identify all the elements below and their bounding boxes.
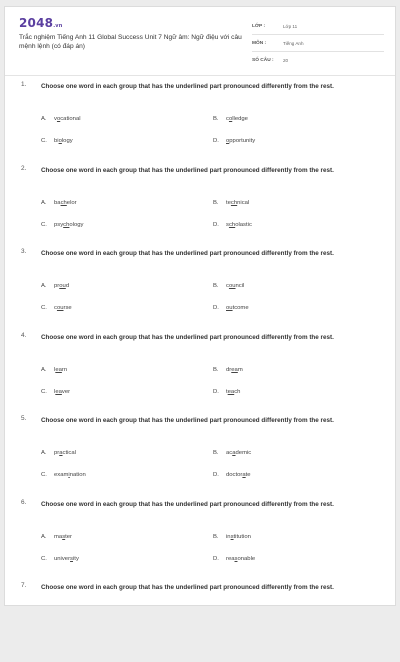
word-suffix: ity [73, 555, 79, 562]
underlined-part: ou [59, 283, 66, 289]
option-letter: A. [41, 199, 47, 206]
question-item [21, 582, 381, 662]
underlined-part: o [226, 138, 230, 144]
word-prefix: univer [54, 555, 71, 562]
word-suffix: elor [66, 199, 77, 206]
option-word [226, 283, 244, 289]
meta-table [252, 18, 384, 69]
option-word [226, 222, 252, 228]
option-letter: D. [213, 138, 219, 144]
answer-option[interactable] [213, 305, 249, 311]
question-number: 4. [21, 331, 27, 339]
word-suffix: rn [61, 366, 68, 373]
underlined-part: ch [228, 221, 236, 228]
option-letter: A. [41, 450, 47, 456]
option-letter: A. [41, 366, 47, 373]
underlined-part: s [230, 533, 234, 540]
question-number: 3. [21, 248, 27, 255]
option-word [54, 116, 81, 122]
option-letter: C. [41, 305, 47, 311]
option-word [54, 450, 76, 456]
answer-option[interactable] [41, 472, 86, 478]
underlined-part: ou [56, 305, 64, 311]
option-letter: B. [213, 366, 219, 373]
worksheet-page [4, 6, 396, 606]
option-word [54, 389, 70, 395]
answer-option[interactable] [213, 222, 252, 228]
option-letter: A. [41, 533, 47, 540]
answer-option[interactable] [213, 389, 240, 395]
question-text: Choose one word in each group that has the underlined part pronounced differently from the rest. [41, 500, 334, 508]
option-letter: C. [41, 221, 47, 228]
word-suffix: logy [61, 138, 73, 144]
word-prefix: doctor [226, 472, 243, 478]
underlined-part: ch [230, 199, 238, 206]
site-logo[interactable] [19, 16, 63, 30]
word-suffix: ch [234, 388, 241, 395]
word-suffix: m [237, 366, 243, 373]
answer-option[interactable] [213, 138, 255, 144]
answer-option[interactable] [213, 556, 255, 562]
option-word [54, 283, 69, 289]
question-text: Choose one word in each group that has the underlined part pronounced differently from the rest. [41, 417, 334, 424]
underlined-part: ch [63, 221, 70, 228]
question-number: 1. [21, 81, 27, 88]
option-word [226, 305, 249, 311]
word-suffix: onable [237, 555, 256, 562]
underlined-part: a [232, 450, 236, 456]
option-word [54, 222, 84, 228]
word-prefix: te [226, 199, 231, 206]
underlined-part: s [234, 555, 238, 562]
worksheet-header [5, 7, 395, 69]
meta-value: Lớp 11 [283, 23, 298, 29]
option-word [226, 367, 243, 373]
option-letter: A. [41, 116, 47, 122]
word-suffix: titution [233, 533, 251, 540]
option-word [54, 138, 73, 144]
word-prefix: pr [54, 450, 60, 456]
question-item [21, 248, 381, 328]
word-suffix: nical [237, 199, 250, 206]
word-prefix: t [226, 388, 228, 395]
word-prefix: v [54, 116, 57, 122]
answer-option[interactable] [41, 450, 76, 456]
word-suffix: ctical [62, 450, 76, 456]
question-text: Choose one word in each group that has the underlined part pronounced differently from the rest. [41, 250, 334, 257]
option-letter: D. [213, 472, 219, 478]
question-item [21, 415, 381, 495]
word-suffix: olastic [235, 221, 252, 228]
option-word [226, 389, 240, 395]
question-item [21, 332, 381, 412]
underlined-part: ou [226, 305, 233, 311]
word-prefix: c [226, 116, 229, 122]
underlined-part: ch [60, 199, 67, 206]
meta-row-subject [252, 35, 384, 52]
question-number: 7. [21, 582, 27, 589]
meta-label: SỐ CÂU : [252, 58, 274, 63]
word-prefix: bi [54, 138, 59, 144]
word-prefix: dr [226, 366, 232, 373]
option-letter: C. [41, 472, 47, 478]
header-divider [5, 75, 395, 76]
answer-option[interactable] [213, 200, 249, 206]
option-letter: C. [41, 555, 47, 562]
option-letter: C. [41, 138, 47, 144]
option-word [54, 305, 72, 311]
word-suffix: lledge [232, 116, 248, 122]
option-word [226, 472, 251, 478]
word-suffix: ver [61, 388, 71, 395]
word-prefix: c [226, 283, 229, 289]
option-letter: D. [213, 305, 219, 311]
option-word [54, 200, 77, 206]
word-suffix: demic [235, 450, 252, 456]
meta-value: Tiếng Anh [283, 40, 304, 46]
underlined-part: s [62, 533, 66, 540]
word-prefix: psy [54, 221, 64, 228]
underlined-part: s [70, 555, 73, 562]
option-word [226, 116, 248, 122]
word-prefix: in [226, 533, 231, 540]
underlined-part: o [58, 138, 62, 144]
word-prefix: ma [54, 533, 63, 540]
answer-option[interactable] [41, 367, 67, 373]
underlined-part: a [242, 472, 246, 478]
option-word [226, 138, 255, 144]
question-text: Choose one word in each group that has the underlined part pronounced differently from the rest. [41, 584, 334, 591]
underlined-part: ea [55, 366, 62, 373]
answer-option[interactable] [41, 305, 72, 311]
option-letter: B. [213, 533, 219, 540]
word-prefix: ba [54, 199, 61, 206]
option-letter: D. [213, 388, 219, 395]
option-letter: B. [213, 283, 219, 289]
question-text: Choose one word in each group that has the underlined part pronounced differently from the rest. [41, 83, 334, 90]
meta-value: 20 [283, 58, 289, 63]
option-word [54, 472, 86, 478]
question-number: 2. [21, 164, 27, 172]
meta-label: MÔN : [252, 40, 267, 46]
option-word [226, 534, 251, 540]
option-word [54, 556, 79, 562]
word-suffix: pportunity [229, 138, 256, 144]
underlined-part: ou [228, 283, 236, 289]
option-letter: A. [41, 283, 47, 289]
underlined-part: o [56, 116, 61, 122]
word-prefix: ac [226, 450, 233, 456]
word-suffix: ncil [235, 283, 245, 289]
question-number: 5. [21, 415, 27, 422]
option-word [54, 367, 67, 373]
option-letter: B. [213, 199, 219, 206]
word-prefix: l [54, 366, 56, 373]
answer-option[interactable] [41, 389, 70, 395]
meta-label: LỚP : [252, 23, 266, 29]
option-letter: D. [213, 221, 219, 228]
word-prefix: c [54, 305, 57, 311]
option-word [226, 450, 251, 456]
option-word [226, 200, 249, 206]
answer-option[interactable] [213, 450, 251, 456]
option-word [54, 534, 72, 540]
option-letter: B. [213, 450, 219, 456]
word-suffix: ology [69, 221, 84, 228]
underlined-part: i [68, 472, 70, 478]
word-prefix: exam [54, 472, 69, 478]
underlined-part: a [59, 450, 63, 456]
answer-option[interactable] [41, 556, 79, 562]
option-letter: C. [41, 388, 47, 395]
question-item [21, 165, 381, 245]
option-letter: D. [213, 555, 219, 562]
meta-row-count [252, 52, 384, 69]
answer-option[interactable] [213, 283, 244, 289]
word-prefix: s [226, 221, 229, 228]
question-text: Choose one word in each group that has the underlined part pronounced differently from the rest. [41, 333, 334, 341]
answer-option[interactable] [41, 200, 77, 206]
logo-suffix: .vn [53, 23, 63, 29]
underlined-part: ea [227, 388, 235, 395]
meta-row-class [252, 18, 384, 35]
page-title: Trắc nghiệm Tiếng Anh 11 Global Success Unit 7 Ngữ âm: Ngữ điệu với câu mệnh lệnh (có đáp án) [19, 34, 242, 50]
word-suffix: te [245, 472, 251, 478]
word-suffix: d [65, 283, 70, 289]
underlined-part: ea [55, 388, 62, 395]
word-prefix: l [54, 388, 56, 395]
question-text: Choose one word in each group that has the underlined part pronounced differently from the rest. [41, 166, 334, 174]
option-letter: B. [213, 116, 219, 122]
question-number: 6. [21, 498, 27, 506]
word-suffix: tcome [232, 305, 249, 311]
word-suffix: nation [69, 472, 86, 478]
word-suffix: ter [65, 533, 73, 540]
word-suffix: rse [63, 305, 72, 311]
underlined-part: o [228, 116, 233, 122]
answer-option[interactable] [41, 222, 84, 228]
question-item [21, 499, 381, 579]
word-suffix: cational [60, 116, 81, 122]
word-prefix: rea [226, 555, 235, 562]
answer-option[interactable] [41, 138, 73, 144]
answer-option[interactable] [213, 367, 243, 373]
option-word [226, 556, 255, 562]
answer-option[interactable] [41, 283, 69, 289]
answer-option[interactable] [41, 116, 81, 122]
logo-text: 2048 [19, 16, 54, 30]
underlined-part: ea [231, 366, 238, 373]
word-prefix: pr [54, 283, 60, 289]
answer-option[interactable] [41, 534, 72, 540]
answer-option[interactable] [213, 534, 251, 540]
question-item [21, 81, 381, 161]
answer-option[interactable] [213, 472, 251, 478]
answer-option[interactable] [213, 116, 248, 122]
